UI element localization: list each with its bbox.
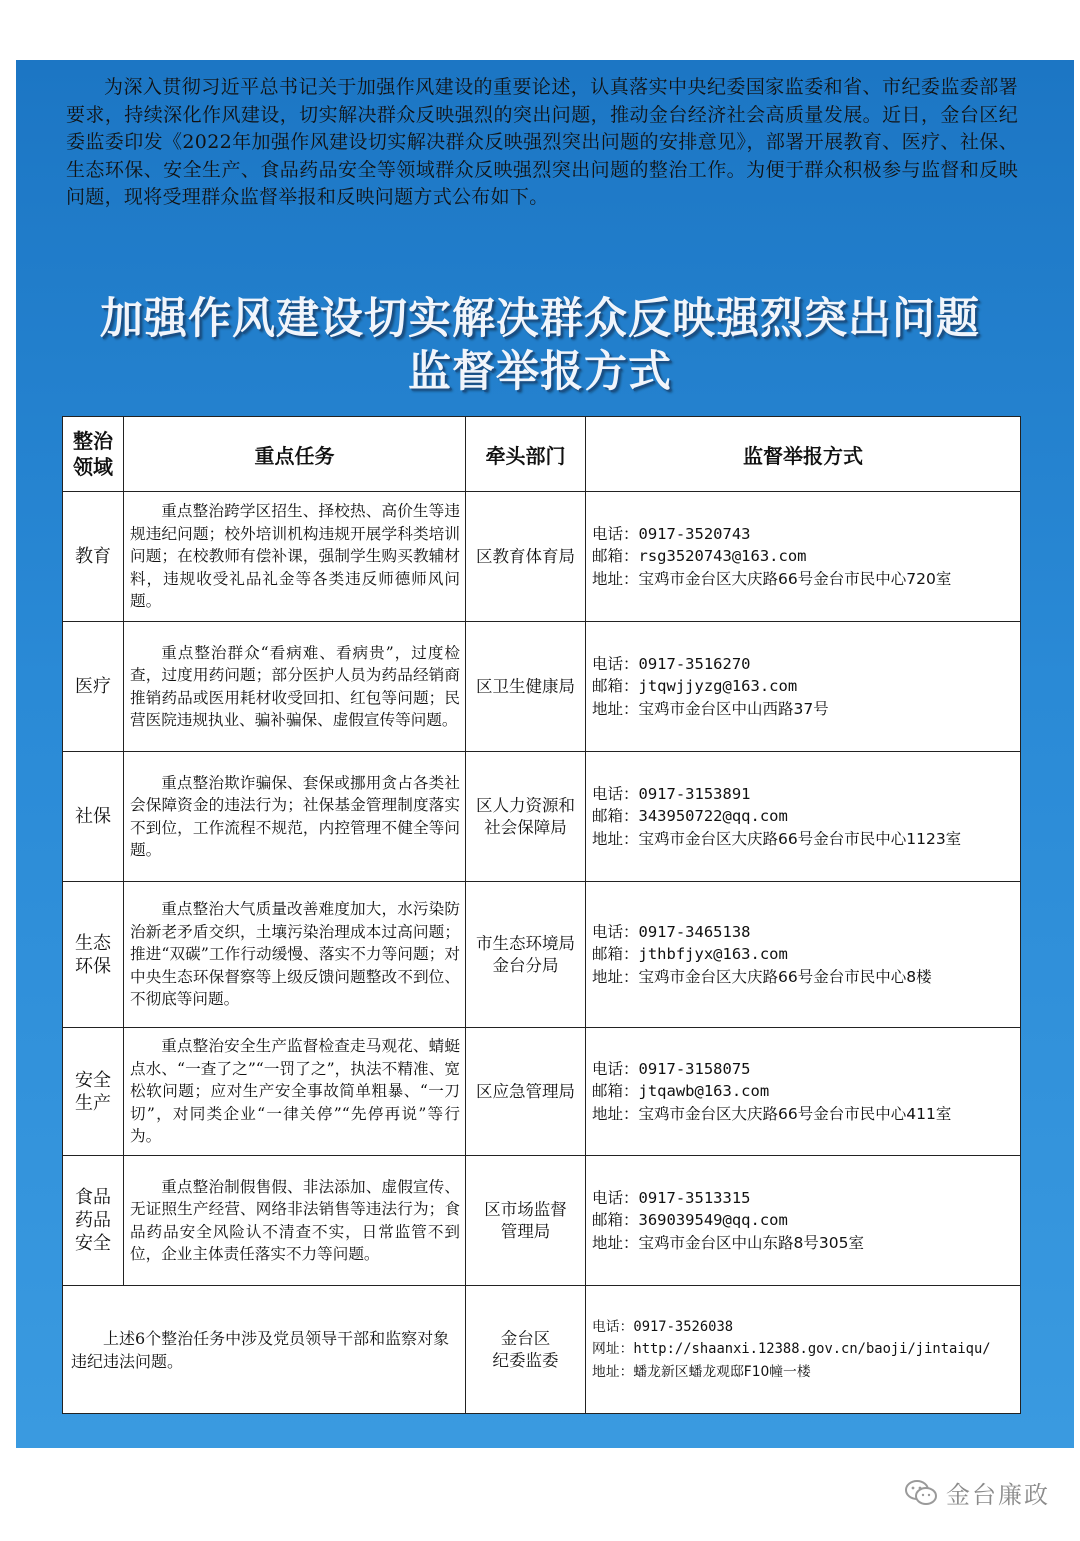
area-cell: 安全 生产 (63, 1028, 124, 1156)
contact-cell: 电话：0917-3158075 邮箱：jtqawb@163.com 地址：宝鸡市金台区大庆路66号金台市民中心411室 (586, 1028, 1021, 1156)
street-address: 宝鸡市金台区大庆路66号金台市民中心411室 (638, 1104, 952, 1123)
area-cell: 医疗 (63, 622, 124, 752)
email-address: jtqwjjyzg@163.com (638, 677, 798, 696)
table-row (63, 492, 1021, 622)
task-cell: 重点整治大气质量改善难度加大，水污染防治新老矛盾交织，土壤污染治理成本过高问题；推进“双碳”工作行动缓慢、落实不力等问题；对中央生态环保督察等上级反馈问题整改不到位、不彻底等问题。 (124, 882, 466, 1028)
contact-cell: 电话：0917-3465138 邮箱：jthbfjyx@163.com 地址：宝鸡市金台区大庆路66号金台市民中心8楼 (586, 882, 1021, 1028)
phone-number: 0917-3465138 (638, 922, 751, 941)
dept-cell: 市生态环境局 金台分局 (466, 882, 586, 1028)
email-address: rsg3520743@163.com (638, 547, 807, 566)
street-address: 宝鸡市金台区大庆路66号金台市民中心720室 (638, 569, 952, 588)
contact-cell: 电话：0917-3520743 邮箱：rsg3520743@163.com 地址：宝鸡市金台区大庆路66号金台市民中心720室 (586, 492, 1021, 622)
task-cell: 重点整治跨学区招生、择校热、高价生等违规违纪问题；校外培训机构违规开展学科类培训问题；在校教师有偿补课，强制学生购买教辅材料，违规收受礼品礼金等各类违反师德师风问题。 (124, 492, 466, 622)
phone-number: 0917-3513315 (638, 1188, 751, 1207)
dept-cell: 区教育体育局 (466, 492, 586, 622)
street-address: 宝鸡市金台区大庆路66号金台市民中心1123室 (638, 829, 962, 848)
phone-number: 0917-3153891 (638, 784, 751, 803)
website-link[interactable]: http://shaanxi.12388.gov.cn/baoji/jintaiqu/ (633, 1341, 991, 1358)
area-cell: 生态 环保 (63, 882, 124, 1028)
contact-cell: 电话：0917-3153891 邮箱：343950722@qq.com 地址：宝鸡市金台区大庆路66号金台市民中心1123室 (586, 752, 1021, 882)
dept-cell: 区应急管理局 (466, 1028, 586, 1156)
table-row (63, 752, 1021, 882)
dept-cell: 区市场监督 管理局 (466, 1156, 586, 1286)
summary-row (63, 1286, 1021, 1414)
table-row (63, 882, 1021, 1028)
area-cell: 社保 (63, 752, 124, 882)
phone-number: 0917-3516270 (638, 654, 751, 673)
header-area: 整治 领域 (63, 417, 124, 492)
table-row (63, 622, 1021, 752)
task-cell: 重点整治欺诈骗保、套保或挪用贪占各类社会保障资金的违法行为；社保基金管理制度落实不到位，工作流程不规范，内控管理不健全等问题。 (124, 752, 466, 882)
table-row (63, 1028, 1021, 1156)
intro-paragraph: 为深入贯彻习近平总书记关于加强作风建设的重要论述，认真落实中央纪委国家监委和省、市纪委监委部署要求，持续深化作风建设，切实解决群众反映强烈的突出问题，推动金台经济社会高质量发展。近日，金台区纪委监委印发《2022年加强作风建设切实解决群众反映强烈突出问题的安排意见》，部署开展教育、医疗、社保、生态环保、安全生产、食品药品安全等领域群众反映强烈突出问题的整治工作。为便于群众积极参与监督和反映问题，现将受理群众监督举报和反映问题方式公布如下。 (66, 76, 1018, 208)
contact-cell: 电话：0917-3513315 邮箱：369039549@qq.com 地址：宝鸡市金台区中山东路8号305室 (586, 1156, 1021, 1286)
title-line-1: 加强作风建设切实解决群众反映强烈突出问题 (100, 294, 980, 344)
area-cell: 食品 药品 安全 (63, 1156, 124, 1286)
street-address: 宝鸡市金台区大庆路66号金台市民中心8楼 (638, 967, 932, 986)
area-cell: 教育 (63, 492, 124, 622)
dept-cell: 金台区 纪委监委 (466, 1286, 586, 1414)
phone-number: 0917-3520743 (638, 524, 751, 543)
watermark-text: 金台廉政 (946, 1481, 1050, 1509)
task-cell: 重点整治群众“看病难、看病贵”，过度检查，过度用药问题；部分医护人员为药品经销商推销药品或医用耗材收受回扣、红包等问题；民营医院违规执业、骗补骗保、虚假宣传等问题。 (124, 622, 466, 752)
watermark (904, 1475, 1050, 1510)
header-task: 重点任务 (124, 417, 466, 492)
dept-cell: 区人力资源和 社会保障局 (466, 752, 586, 882)
summary-text: 上述6个整治任务中涉及党员领导干部和监察对象违纪违法问题。 (63, 1286, 466, 1414)
report-table (62, 416, 1021, 1414)
street-address: 蟠龙新区蟠龙观邸F10幢一楼 (633, 1363, 811, 1380)
dept-cell: 区卫生健康局 (466, 622, 586, 752)
task-cell: 重点整治安全生产监督检查走马观花、蜻蜓点水、“一查了之”“一罚了之”，执法不精准、宽松软问题；应对生产安全事故简单粗暴、“一刀切”，对同类企业“一律关停”“先停再说”等行为。 (124, 1028, 466, 1156)
task-cell: 重点整治制假售假、非法添加、虚假宣传、无证照生产经营、网络非法销售等违法行为；食品药品安全风险认不清查不实，日常监管不到位，企业主体责任落实不力等问题。 (124, 1156, 466, 1286)
street-address: 宝鸡市金台区中山东路8号305室 (638, 1233, 864, 1252)
email-address: jtqawb@163.com (638, 1082, 770, 1101)
email-address: 369039549@qq.com (638, 1211, 788, 1230)
table-row (63, 1156, 1021, 1286)
wechat-icon (904, 1478, 938, 1508)
phone-number: 0917-3526038 (633, 1318, 734, 1335)
contact-cell: 电话：0917-3526038 网址：http://shaanxi.12388.gov.cn/baoji/jintaiqu/ 地址：蟠龙新区蟠龙观邸F10幢一楼 (586, 1286, 1021, 1414)
email-address: jthbfjyx@163.com (638, 945, 788, 964)
phone-number: 0917-3158075 (638, 1059, 751, 1078)
table-header-row (63, 417, 1021, 492)
header-contact: 监督举报方式 (586, 417, 1021, 492)
title-line-2: 监督举报方式 (408, 347, 672, 397)
street-address: 宝鸡市金台区中山西路37号 (638, 699, 829, 718)
contact-cell: 电话：0917-3516270 邮箱：jtqwjjyzg@163.com 地址：宝鸡市金台区中山西路37号 (586, 622, 1021, 752)
header-dept: 牵头部门 (466, 417, 586, 492)
email-address: 343950722@qq.com (638, 807, 788, 826)
